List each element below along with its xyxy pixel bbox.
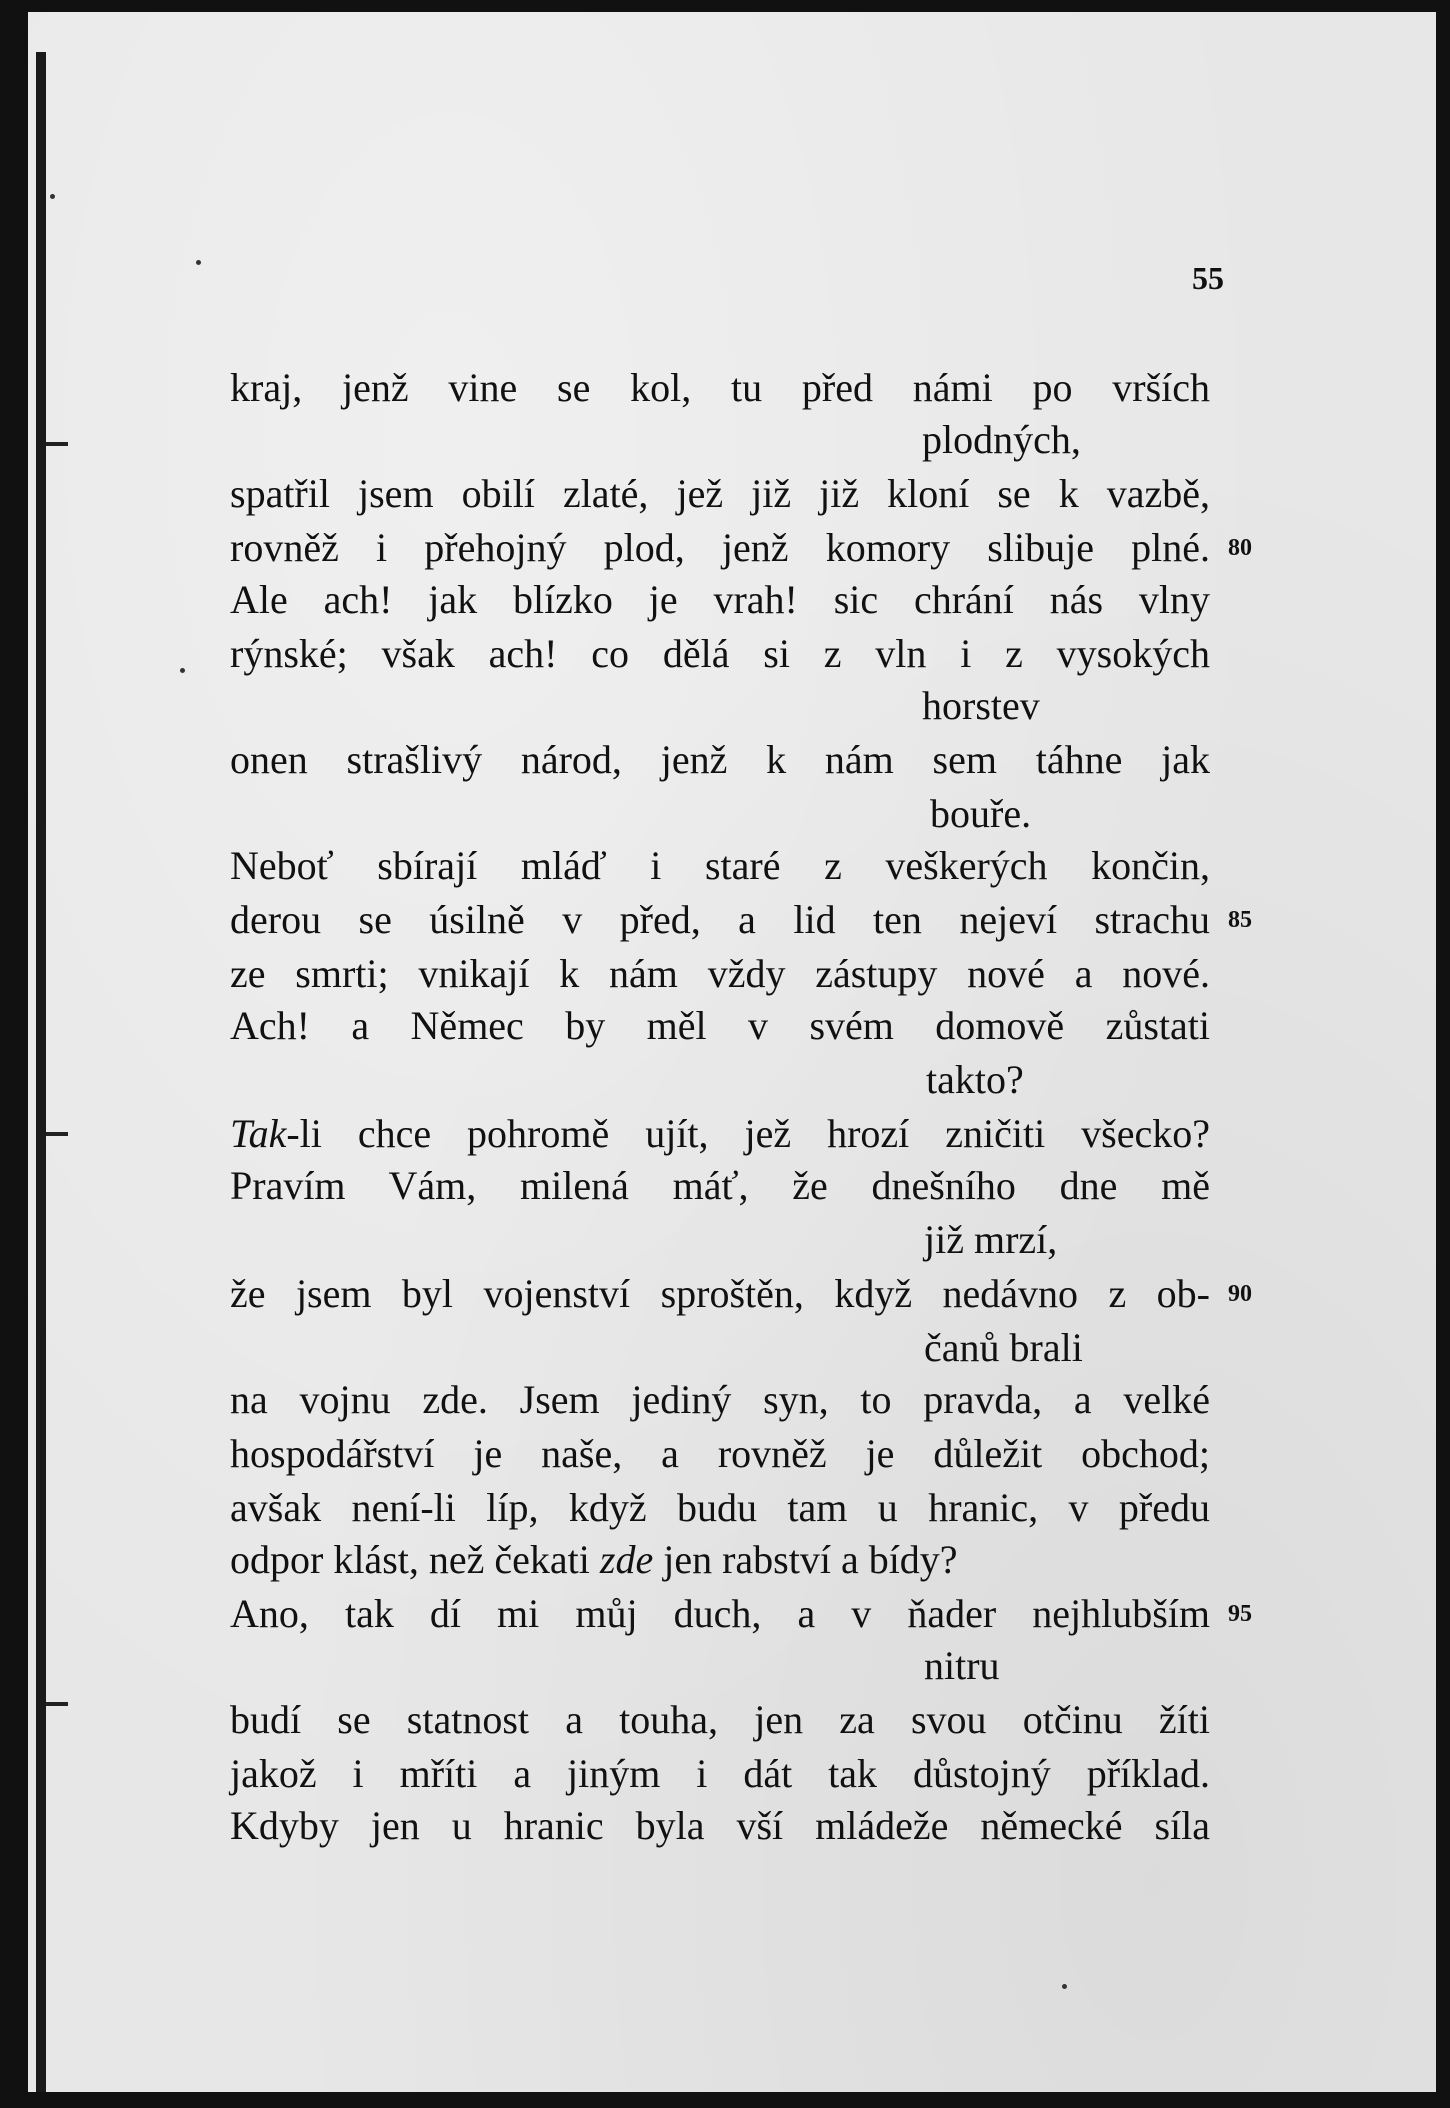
book-page	[28, 12, 1436, 2092]
verse-text: spatřil jsem obilí zlaté, jež již již kloní se k vazbě,	[230, 471, 1210, 516]
verse-text: jakož i mříti a jiným i dát tak důstojný příklad.	[230, 1751, 1210, 1796]
verse-text: derou se úsilně v před, a lid ten nejeví strachu	[230, 897, 1210, 942]
verse-text: avšak není-li líp, když budu tam u hranic, v předu	[230, 1485, 1210, 1530]
verse-text: budí se statnost a touha, jen za svou otčinu žíti	[230, 1697, 1210, 1742]
verse-text: Neboť sbírají mláď i staré z veškerých končin,	[230, 843, 1210, 888]
verse-text: rýnské; však ach! co dělá si z vln i z vysokých	[230, 631, 1210, 676]
verse-text: hospodářství je naše, a rovněž je důležit obchod;	[230, 1431, 1210, 1476]
emphasis: Tak	[230, 1111, 287, 1156]
verse-line-continuation	[28, 1640, 1436, 1692]
line-number: 90	[1228, 1281, 1252, 1307]
verse-text	[230, 1108, 1210, 1160]
verse-line	[28, 1694, 1436, 1746]
verse-text: kraj, jenž vine se kol, tu před námi po vrších	[230, 365, 1210, 410]
emphasis: zde	[599, 1537, 654, 1582]
verse-line	[28, 840, 1436, 892]
verse-text: rovněž i přehojný plod, jenž komory slibuje plné.	[230, 525, 1210, 570]
verse-text-rest: -li chce pohromě ujít, jež hrozí zničiti všecko?	[286, 1111, 1210, 1156]
verse-text: horstev	[922, 683, 1040, 728]
verse-line	[28, 734, 1436, 786]
verse-text: Ach! a Němec by měl v svém domově zůstati	[230, 1003, 1210, 1048]
verse-text: Pravím Vám, milená máť, že dnešního dne mě	[230, 1163, 1210, 1208]
scan-speck	[1062, 1984, 1067, 1989]
scan-speck	[196, 260, 201, 265]
verse-line	[28, 628, 1436, 680]
verse-text: Kdyby jen u hranic byla vší mládeže německé síla	[230, 1803, 1210, 1848]
verse-line-continuation	[28, 1054, 1436, 1106]
scan-speck	[50, 194, 55, 199]
verse-text: plodných,	[922, 417, 1081, 462]
verse-line	[28, 1428, 1436, 1480]
verse-text: ze smrti; vnikají k nám vždy zástupy nové a nové.	[230, 951, 1210, 996]
verse-line	[28, 574, 1436, 626]
verse-text: bouře.	[930, 791, 1032, 836]
line-number: 95	[1228, 1601, 1252, 1627]
verse-text-end: jen rabství a bídy?	[663, 1537, 958, 1582]
page-number: 55	[1192, 260, 1224, 296]
verse-line	[28, 1160, 1436, 1212]
verse-line	[28, 1588, 1436, 1640]
verse-line	[28, 1268, 1436, 1320]
verse-line	[28, 522, 1436, 574]
verse-text: Ale ach! jak blízko je vrah! sic chrání nás vlny	[230, 577, 1210, 622]
verse-text: že jsem byl vojenství sproštěn, když nedávno z ob-	[230, 1271, 1210, 1316]
verse-text: takto?	[926, 1057, 1024, 1102]
line-number: 80	[1228, 535, 1252, 561]
verse-text-start: odpor klást, než čekati	[230, 1537, 590, 1582]
verse-line	[28, 1000, 1436, 1052]
verse-text: již mrzí,	[924, 1217, 1058, 1262]
verse-text: nitru	[924, 1643, 1000, 1688]
verse-line	[28, 1482, 1436, 1534]
verse-line-continuation	[28, 680, 1436, 732]
verse-line	[28, 1374, 1436, 1426]
verse-line-continuation	[28, 414, 1436, 466]
verse-text	[230, 1534, 1210, 1586]
verse-line-continuation	[28, 788, 1436, 840]
verse-line	[28, 1534, 1436, 1586]
verse-line	[28, 362, 1436, 414]
line-number: 85	[1228, 907, 1252, 933]
verse-text: čanů brali	[924, 1325, 1083, 1370]
verse-line	[28, 468, 1436, 520]
verse-line	[28, 1108, 1436, 1160]
verse-line	[28, 894, 1436, 946]
verse-line	[28, 948, 1436, 1000]
verse-text: na vojnu zde. Jsem jediný syn, to pravda, a velké	[230, 1377, 1210, 1422]
verse-line-continuation	[28, 1322, 1436, 1374]
verse-line-continuation	[28, 1214, 1436, 1266]
verse-line	[28, 1748, 1436, 1800]
verse-text: onen strašlivý národ, jenž k nám sem táhne jak	[230, 737, 1210, 782]
verse-line	[28, 1800, 1436, 1852]
verse-text: Ano, tak dí mi můj duch, a v ňader nejhlubším	[230, 1591, 1210, 1636]
